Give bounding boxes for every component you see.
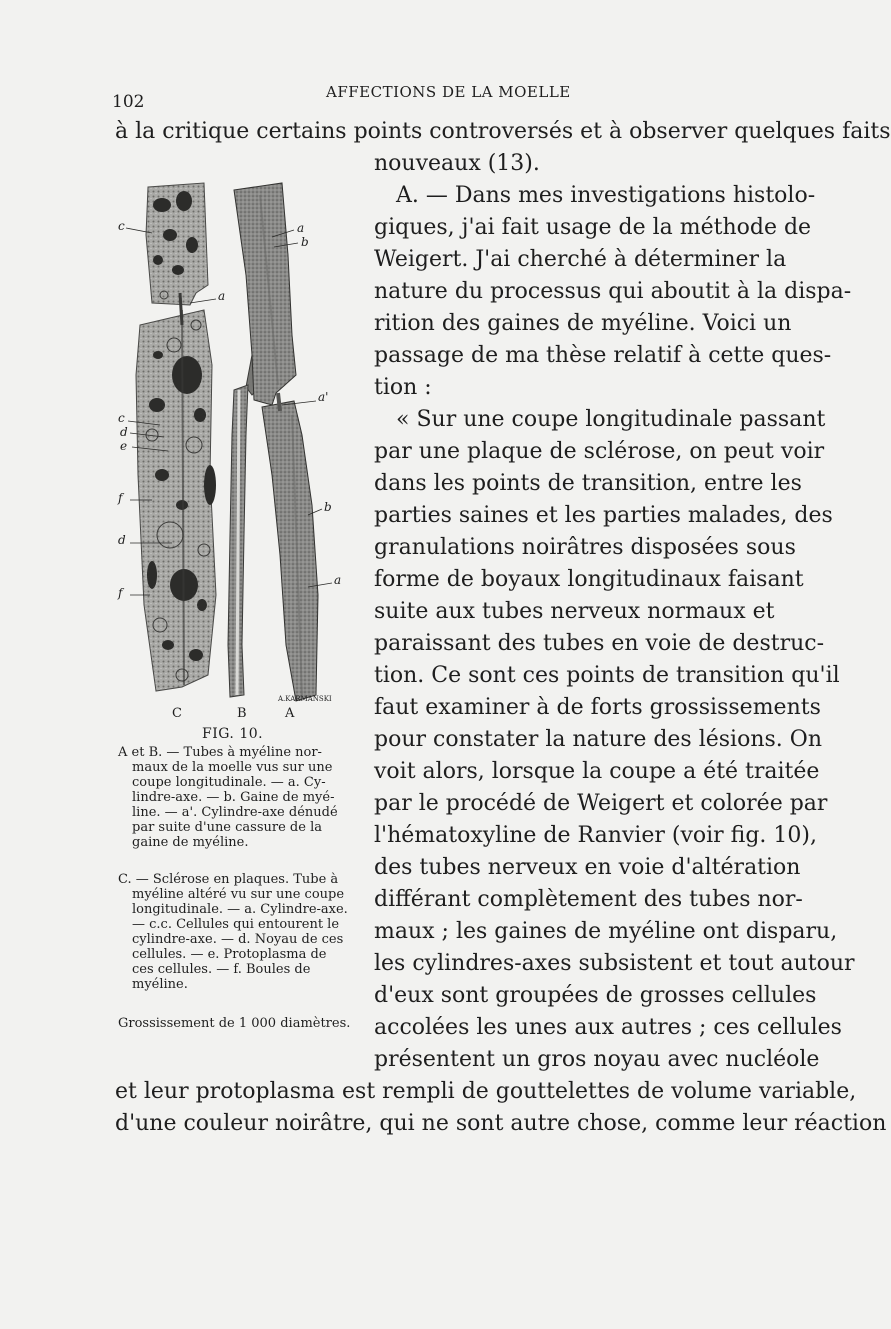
body-line: dans les points de transition, entre les <box>374 471 802 496</box>
caption-line: coupe longitudinale. — a. Cy- <box>132 775 326 790</box>
caption-line: longitudinale. — a. Cylindre-axe. <box>132 902 348 917</box>
label-a-prime: a' <box>318 390 329 404</box>
label-b-top: b <box>301 235 309 249</box>
label-c-left: c <box>118 411 125 425</box>
engraver-signature: A.KARMANSKI <box>278 695 332 703</box>
caption-line: cellules. — e. Protoplasma de <box>132 947 327 962</box>
label-f-left-2: f <box>118 586 123 600</box>
body-line: tion. Ce sont ces points de transition qu'il <box>374 663 840 688</box>
body-line: présentent un gros noyau avec nucléole <box>374 1047 820 1072</box>
body-line: « Sur une coupe longitudinale passant <box>396 407 826 432</box>
body-line: maux ; les gaines de myéline ont disparu, <box>374 919 838 944</box>
body-line: d'une couleur noirâtre, qui ne sont autre chose, comme leur réaction <box>115 1111 887 1136</box>
body-line: forme de boyaux longitudinaux faisant <box>374 567 804 592</box>
body-line: pour constater la nature des lésions. On <box>374 727 822 752</box>
caption-line: par suite d'une cassure de la <box>132 820 322 835</box>
body-line: différant complètement des tubes nor- <box>374 887 803 912</box>
body-line: à la critique certains points controversés et à observer quelques faits <box>115 119 891 144</box>
body-line: par une plaque de sclérose, on peut voir <box>374 439 825 464</box>
panel-letter-a: A <box>285 706 295 721</box>
body-line: l'hématoxyline de Ranvier (voir fig. 10), <box>374 823 817 848</box>
body-line: accolées les unes aux autres ; ces cellules <box>374 1015 842 1040</box>
figure-caption-ab <box>118 745 362 850</box>
body-line: suite aux tubes nerveux normaux et <box>374 599 775 624</box>
figure-caption-c <box>118 872 362 992</box>
body-line: et leur protoplasma est rempli de gouttelettes de volume variable, <box>115 1079 857 1104</box>
caption-line: C. — Sclérose en plaques. Tube à <box>118 872 339 887</box>
caption-line: line. — a'. Cylindre-axe dénudé <box>132 805 338 820</box>
body-line: par le procédé de Weigert et colorée par <box>374 791 828 816</box>
caption-line: myéline altéré vu sur une coupe <box>132 887 345 902</box>
running-title: AFFECTIONS DE LA MOELLE <box>326 83 571 101</box>
body-line: rition des gaines de myéline. Voici un <box>374 311 792 336</box>
body-line: nouveaux (13). <box>374 151 540 176</box>
body-line: tion : <box>374 375 432 400</box>
caption-line: lindre-axe. — b. Gaine de myé- <box>132 790 335 805</box>
label-f-left: f <box>118 491 123 505</box>
body-line: d'eux sont groupées de grosses cellules <box>374 983 817 1008</box>
body-line: parties saines et les parties malades, des <box>374 503 833 528</box>
caption-line: myéline. <box>132 977 188 992</box>
body-line: les cylindres-axes subsistent et tout autour <box>374 951 855 976</box>
caption-line: — c.c. Cellules qui entourent le <box>132 917 340 932</box>
body-line: giques, j'ai fait usage de la méthode de <box>374 215 812 240</box>
label-e-left: e <box>120 439 128 453</box>
caption-line: gaine de myéline. <box>132 835 249 850</box>
figure-title: FIG. 10. <box>202 726 264 742</box>
caption-line: ces cellules. — f. Boules de <box>132 962 311 977</box>
panel-letter-b: B <box>237 706 247 721</box>
body-line: des tubes nerveux en voie d'altération <box>374 855 801 880</box>
figure-magnification: Grossissement de 1 000 diamètres. <box>118 1016 351 1031</box>
body-line: passage de ma thèse relatif à cette ques- <box>374 343 832 368</box>
panel-letter-c: C <box>172 706 182 721</box>
caption-line: maux de la moelle vus sur une <box>132 760 333 775</box>
body-line: voit alors, lorsque la coupe a été traitée <box>374 759 820 784</box>
label-a-right: a <box>334 573 342 587</box>
label-b-right: b <box>324 500 332 514</box>
label-a-top: a <box>297 221 305 235</box>
body-line: Weigert. J'ai cherché à déterminer la <box>374 247 787 272</box>
body-line: granulations noirâtres disposées sous <box>374 535 796 560</box>
nerve-fiber-drawing <box>112 175 362 735</box>
label-d-left: d <box>120 425 128 439</box>
body-line: A. — Dans mes investigations histolo- <box>396 183 816 208</box>
figure-illustration <box>112 175 362 735</box>
label-d-left-2: d <box>118 533 126 547</box>
page-number: 102 <box>112 92 145 112</box>
label-c-top: c <box>118 219 125 233</box>
caption-line: cylindre-axe. — d. Noyau de ces <box>132 932 344 947</box>
body-line: paraissant des tubes en voie de destruc- <box>374 631 825 656</box>
body-line: faut examiner à de forts grossissements <box>374 695 821 720</box>
body-line: nature du processus qui aboutit à la dispa- <box>374 279 852 304</box>
caption-line: A et B. — Tubes à myéline nor- <box>118 745 322 760</box>
label-a-mid: a <box>218 289 226 303</box>
